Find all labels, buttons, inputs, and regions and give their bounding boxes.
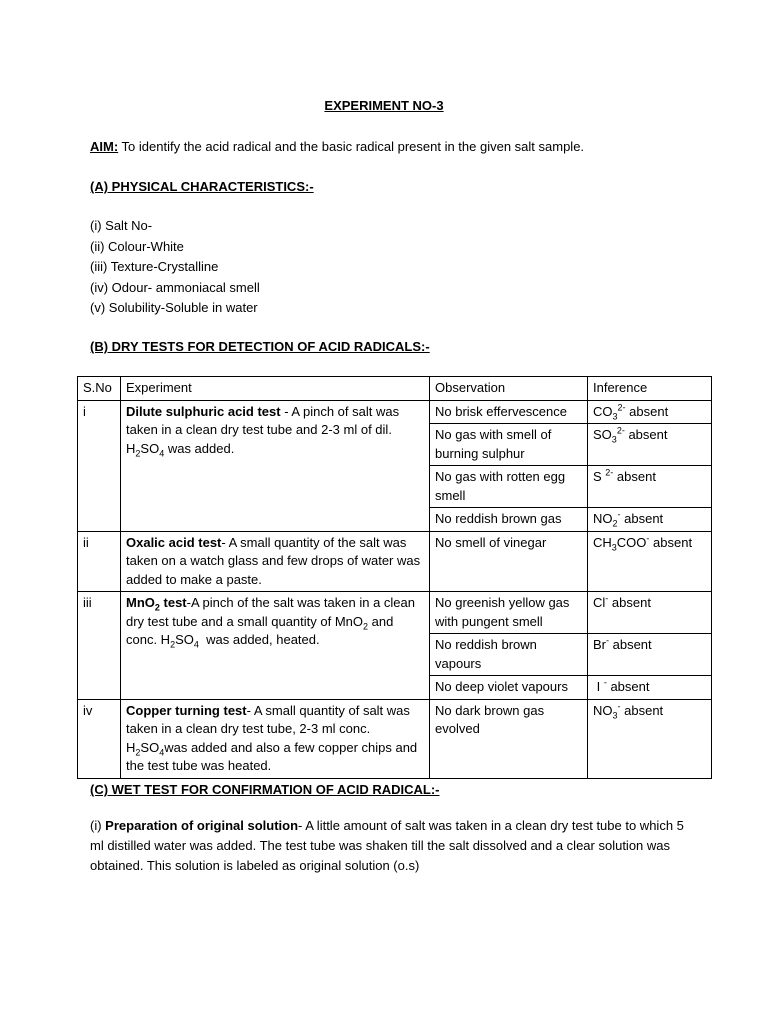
aim-label: AIM:	[90, 139, 119, 154]
aim-paragraph	[90, 139, 730, 154]
table-header-row	[78, 377, 712, 401]
table-row	[78, 592, 712, 634]
section-a-heading: (A) PHYSICAL CHARACTERISTICS:-	[90, 179, 314, 194]
observation-cell: No dark brown gas evolved	[430, 699, 588, 778]
dry-tests-table	[77, 376, 712, 779]
aim-text: To identify the acid radical and the basic radical present in the given salt sample.	[118, 139, 585, 154]
table-row	[78, 531, 712, 592]
observation-cell: No reddish brown gas	[430, 508, 588, 532]
inference-cell: $SO_3^{2-}$ absent	[588, 424, 712, 466]
inference-cell: $NO_2^-$ absent	[588, 508, 712, 532]
inference-cell: Br- absent	[588, 634, 712, 676]
header-inference: Inference	[588, 377, 712, 401]
header-observation: Observation	[430, 377, 588, 401]
row-sno: iii	[78, 592, 121, 700]
table-row	[78, 400, 712, 424]
inference-cell: S $^{2-}$ absent	[588, 466, 712, 508]
test-name: Oxalic acid test	[126, 534, 222, 550]
list-item: (v) Solubility-Soluble in water	[90, 300, 258, 315]
original-solution-paragraph: (i) Preparation of original solution- A little amount of salt was taken in a clean dry test tube to which 5 ml distilled water was added. The test tube was shaken till the salt dissolved and a clear solution was obtained. This solution is labeled as original solution (o.s)	[90, 818, 684, 873]
observation-cell: No deep violet vapours	[430, 676, 588, 700]
row-sno: iv	[78, 699, 121, 778]
header-sno: S.No	[78, 377, 121, 401]
test-name: Dilute sulphuric acid test	[126, 403, 281, 419]
header-experiment: Experiment	[121, 377, 430, 401]
list-item: (iii) Texture-Crystalline	[90, 259, 219, 274]
list-item: (ii) Colour-White	[90, 238, 184, 254]
experiment-cell: MnO$_2$ test-A pinch of the salt was taken in a clean dry test tube and a small quantity of MnO$_2$ and conc. $H_2SO_4$ was added, heated.	[121, 592, 430, 700]
inference-cell: Cl- absent	[588, 592, 712, 634]
experiment-cell: Copper turning test- A small quantity of salt was taken in a clean dry test tube, 2-3 ml conc. $H_2SO_4was$ added and also a few copper chips and the test tube was heated.	[121, 699, 430, 778]
observation-cell: No gas with rotten egg smell	[430, 466, 588, 508]
section-c-heading: (C) WET TEST FOR CONFIRMATION OF ACID RADICAL:-	[90, 782, 440, 797]
inference-cell: $CH_3COO^-$ absent	[588, 531, 712, 592]
observation-cell: No brisk effervescence	[430, 400, 588, 424]
page-title: EXPERIMENT NO-3	[324, 98, 444, 113]
list-item: (i) Salt No-	[90, 218, 153, 233]
test-name: MnO$_2$ test	[126, 595, 187, 613]
observation-cell: No reddish brown vapours	[430, 634, 588, 676]
inference-cell: $NO_3^-$ absent	[588, 699, 712, 778]
table-row	[78, 699, 712, 778]
observation-cell: No smell of vinegar	[430, 531, 588, 592]
experiment-cell: Oxalic acid test- A small quantity of the salt was taken on a watch glass and few drops of water was added to make a paste.	[121, 531, 430, 592]
paragraph-bold-lead: Preparation of original solution	[105, 818, 299, 833]
test-name: Copper turning test	[126, 702, 247, 718]
inference-cell: $CO_3^{2-}$ absent	[588, 400, 712, 424]
list-item: (iv) Odour- ammoniacal smell	[90, 279, 260, 295]
observation-cell: No gas with smell of burning sulphur	[430, 424, 588, 466]
section-b-heading: (B) DRY TESTS FOR DETECTION OF ACID RADICALS:-	[90, 339, 430, 354]
paragraph-text: - A little amount of salt was taken in a clean dry test tube to which 5 ml distilled water was added. The test tube was shaken till the salt dissolved and a clear solution was obtained. This solution is labeled as original solution (o.s)	[90, 818, 684, 873]
row-sno: ii	[78, 531, 121, 592]
physical-characteristics-list	[90, 216, 260, 319]
observation-cell: No greenish yellow gas with pungent smell	[430, 592, 588, 634]
row-sno: i	[78, 400, 121, 531]
experiment-cell: Dilute sulphuric acid test - A pinch of salt was taken in a clean dry test tube and 2-3 ml of dil. $H_2SO_4$ was added.	[121, 400, 430, 531]
inference-cell: I - absent	[588, 676, 712, 700]
